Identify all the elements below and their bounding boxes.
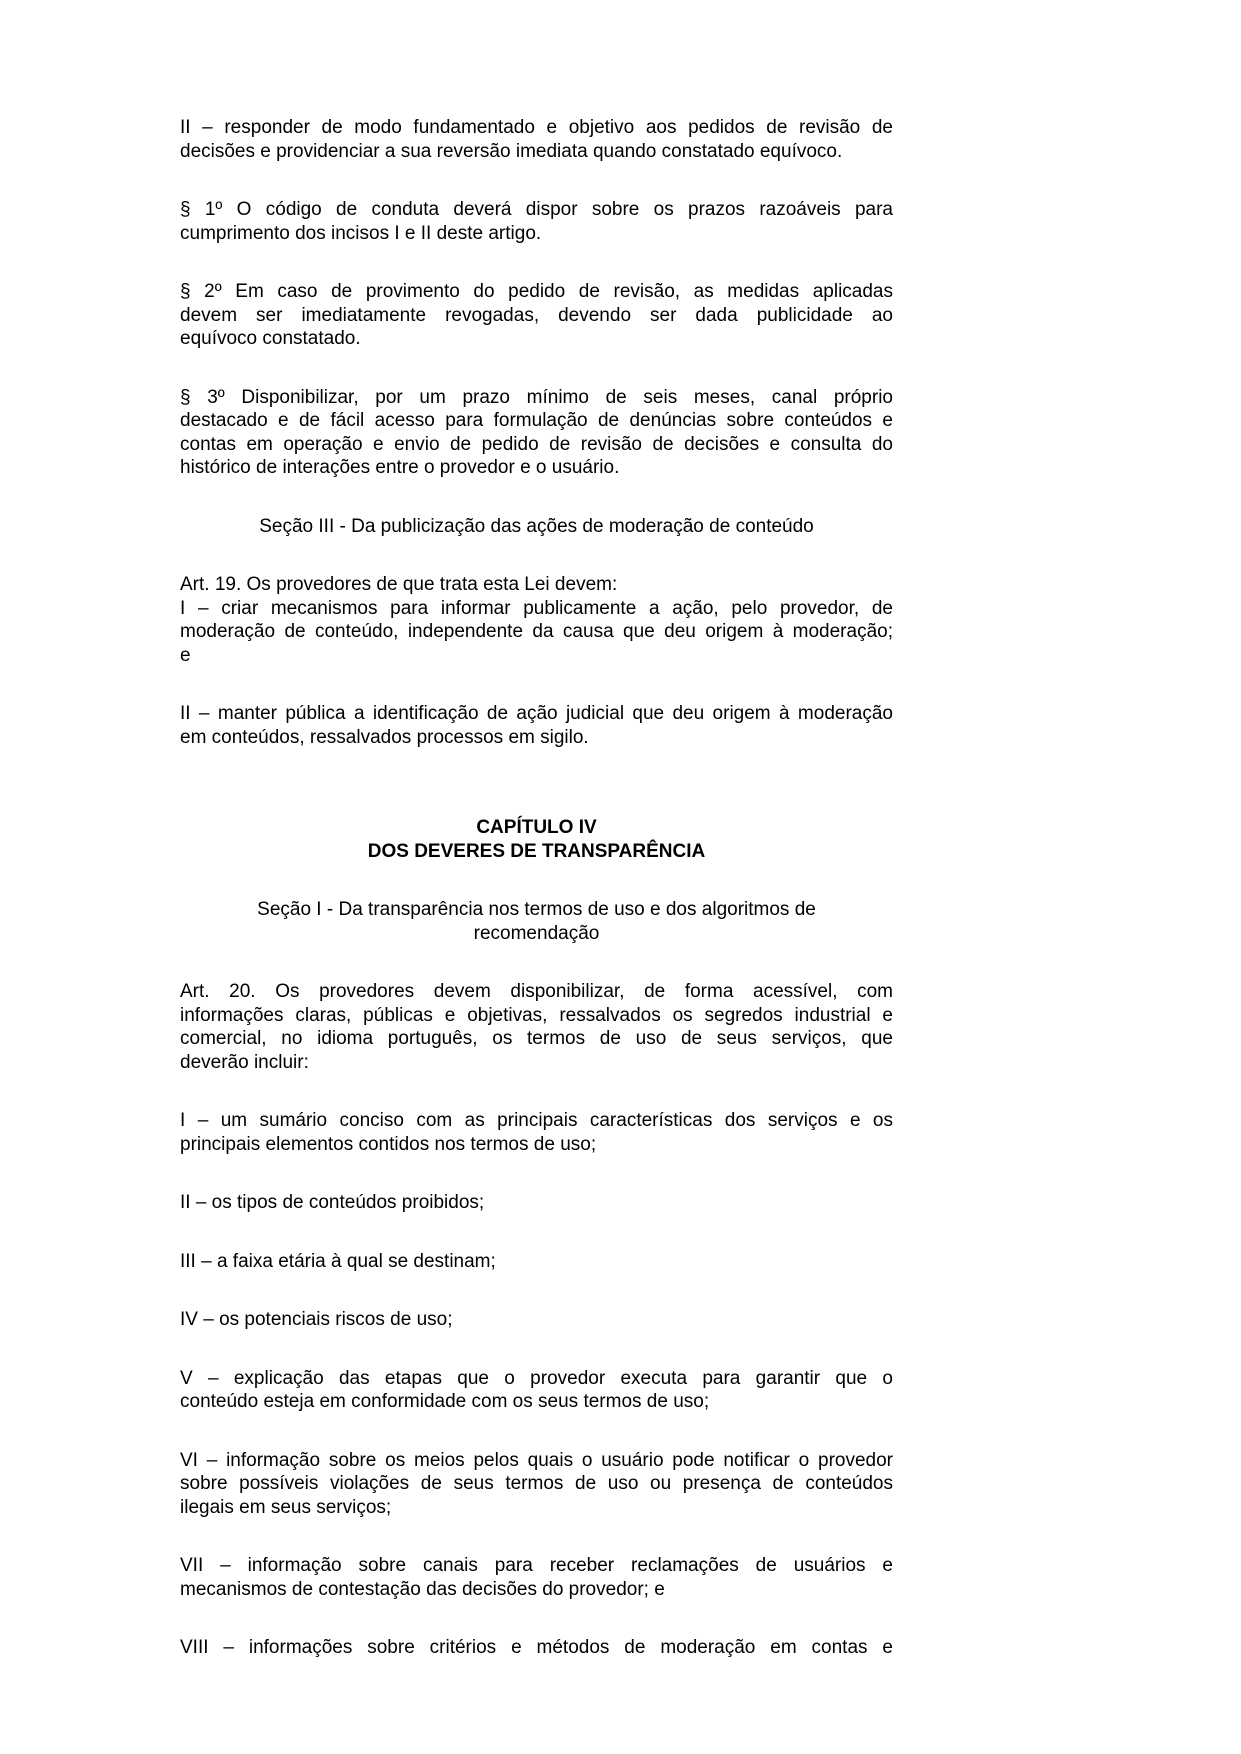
paragraph-art-19 [180,573,893,667]
text-line: recomendação [473,922,600,944]
section-heading-secao-i [180,898,893,945]
text-line: deverão incluir: [180,1051,309,1073]
paragraph-art-20-iv: IV – os potenciais riscos de uso; [180,1309,453,1330]
paragraph-art-20-iii: III – a faixa etária à qual se destinam; [180,1250,496,1272]
text-line: II – responder de modo fundamentado e objetivo aos pedidos de revisão de [180,117,893,138]
paragraph-art-19-ii [180,702,893,749]
paragraph-paragrafo-3 [180,386,893,480]
paragraph-paragrafo-2 [180,280,893,351]
text-line: Art. 19. Os provedores de que trata esta Lei devem: [180,574,618,595]
text-line: comercial, no idioma português, os termos de uso de seus serviços, que [180,1028,893,1049]
text-line: equívoco constatado. [180,328,361,349]
paragraph-art-20-vi [180,1449,893,1520]
text-line: V – explicação das etapas que o provedor executa para garantir que o [180,1367,893,1389]
text-line: I – criar mecanismos para informar publicamente a ação, pelo provedor, de [180,597,893,619]
text-line: moderação de conteúdo, independente da causa que deu origem à moderação; [180,621,893,642]
paragraph-paragrafo-1 [180,198,893,245]
text-line: VIII – informações sobre critérios e métodos de moderação em contas e [180,1637,893,1658]
text-line: VII – informação sobre canais para receber reclamações de usuários e [180,1555,893,1576]
text-line: § 3º Disponibilizar, por um prazo mínimo de seis meses, canal próprio [180,386,893,408]
section-heading-secao-iii: Seção III - Da publicização das ações de moderação de conteúdo [259,515,814,537]
text-line: Art. 20. Os provedores devem disponibilizar, de forma acessível, com [180,981,893,1002]
text-line: devem ser imediatamente revogadas, devendo ser dada publicidade ao [180,304,893,326]
text-line: Seção I - Da transparência nos termos de uso e dos algoritmos de [257,899,816,920]
text-line: decisões e providenciar a sua reversão imediata quando constatado equívoco. [180,140,843,162]
paragraph-art-20-vii [180,1554,893,1601]
text-line: em conteúdos, ressalvados processos em sigilo. [180,726,589,748]
paragraph-art-20-i [180,1109,893,1156]
chapter-heading [180,816,893,863]
text-line: principais elementos contidos nos termos de uso; [180,1133,597,1155]
text-line: informações claras, públicas e objetivas, ressalvados os segredos industrial e [180,1004,893,1026]
chapter-number: CAPÍTULO IV [476,817,597,838]
document-body [180,116,893,1660]
text-line: § 1º O código de conduta deverá dispor sobre os prazos razoáveis para [180,199,893,220]
paragraph-inciso-ii-revisao [180,116,893,163]
text-line: I – um sumário conciso com as principais características dos serviços e os [180,1110,893,1131]
text-line: e [180,644,191,666]
text-line: contas em operação e envio de pedido de revisão de decisões e consulta do [180,433,893,455]
paragraph-art-20-viii [180,1636,893,1660]
text-line: mecanismos de contestação das decisões do provedor; e [180,1578,665,1600]
text-line: destacado e de fácil acesso para formulação de denúncias sobre conteúdos e [180,410,893,431]
text-line: conteúdo esteja em conformidade com os seus termos de uso; [180,1391,710,1412]
text-line: sobre possíveis violações de seus termos de uso ou presença de conteúdos [180,1473,893,1494]
paragraph-art-20-ii: II – os tipos de conteúdos proibidos; [180,1192,485,1213]
text-line: § 2º Em caso de provimento do pedido de revisão, as medidas aplicadas [180,281,893,302]
text-line: II – manter pública a identificação de ação judicial que deu origem à moderação [180,703,893,724]
text-line: VI – informação sobre os meios pelos quais o usuário pode notificar o provedor [180,1449,893,1471]
text-line: ilegais em seus serviços; [180,1496,392,1518]
text-line: cumprimento dos incisos I e II deste artigo. [180,222,542,244]
paragraph-art-20 [180,980,893,1074]
paragraph-art-20-v [180,1367,893,1414]
text-line: histórico de interações entre o provedor e o usuário. [180,457,620,478]
chapter-title: DOS DEVERES DE TRANSPARÊNCIA [367,840,706,862]
